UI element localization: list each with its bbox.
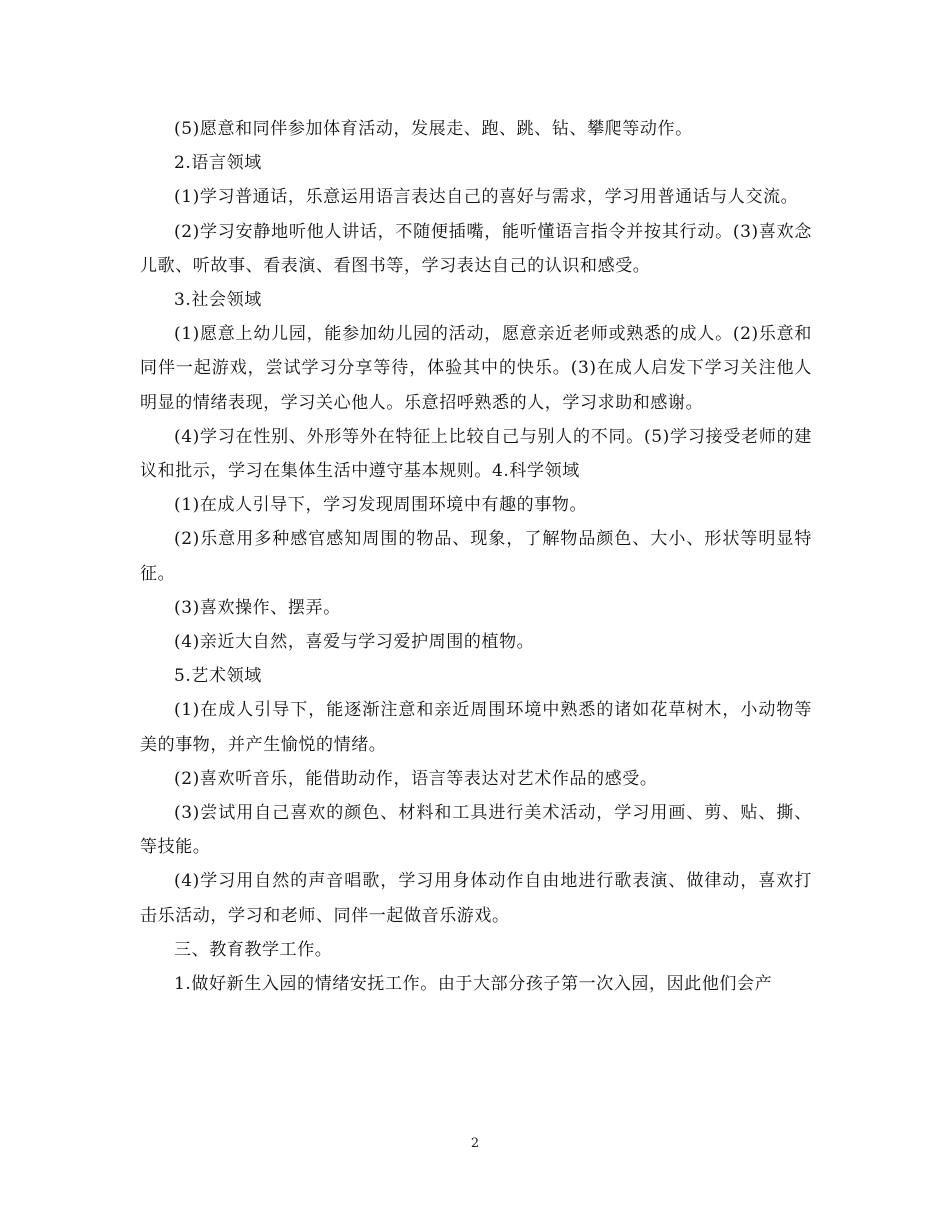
paragraph-10: (3)喜欢操作、摆弄。 bbox=[174, 597, 341, 618]
paragraph-9: (2)乐意用多种感官感知周围的物品、现象，了解物品颜色、大小、形状等明显特征。 bbox=[140, 529, 812, 584]
section-heading-language: 2.语言领域 bbox=[174, 153, 262, 174]
page-number: 2 bbox=[470, 1136, 480, 1151]
paragraph-18: 1.做好新生入园的情绪安抚工作。由于大部分孩子第一次入园，因此他们会产 bbox=[174, 974, 773, 995]
paragraph-3: (1)学习普通话，乐意运用语言表达自己的喜好与需求，学习用普通话与人交流。 bbox=[174, 187, 799, 208]
paragraph-4: (2)学习安静地听他人讲话，不随便插嘴，能听懂语言指令并按其行动。(3)喜欢念儿歌、听故事、看表演、看图书等，学习表达自己的认识和感受。 bbox=[140, 221, 812, 276]
section-heading-teaching: 三、教育教学工作。 bbox=[174, 939, 333, 960]
paragraph-14: (2)喜欢听音乐，能借助动作，语言等表达对艺术作品的感受。 bbox=[174, 768, 658, 789]
section-heading-art: 5.艺术领域 bbox=[174, 666, 262, 687]
paragraph-7: (4)学习在性别、外形等外在特征上比较自己与别人的不同。(5)学习接受老师的建议和批示，学习在集体生活中遵守基本规则。4.科学领域 bbox=[140, 426, 812, 482]
paragraph-16: (4)学习用自然的声音唱歌，学习用身体动作自由地进行歌表演、做律动，喜欢打击乐活动，学习和老师、同伴一起做音乐游戏。 bbox=[140, 871, 812, 926]
paragraph-1: (5)愿意和同伴参加体育活动，发展走、跑、跳、钻、攀爬等动作。 bbox=[174, 119, 693, 139]
paragraph-13: (1)在成人引导下，能逐渐注意和亲近周围环境中熟悉的诸如花草树木，小动物等美的事物，并产生愉悦的情绪。 bbox=[140, 700, 812, 755]
section-heading-social: 3.社会领域 bbox=[174, 290, 262, 311]
paragraph-11: (4)亲近大自然，喜爱与学习爱护周围的植物。 bbox=[174, 632, 535, 653]
paragraph-8: (1)在成人引导下，学习发现周围环境中有趣的事物。 bbox=[174, 495, 588, 516]
paragraph-6: (1)愿意上幼儿园，能参加幼儿园的活动，愿意亲近老师或熟悉的成人。(2)乐意和同伴一起游戏，尝试学习分享等待，体验其中的快乐。(3)在成人启发下学习关注他人明显的情绪表现，学习关心他人。乐意招呼熟悉的人，学习求助和感谢。 bbox=[140, 324, 812, 413]
paragraph-15: (3)尝试用自己喜欢的颜色、材料和工具进行美术活动，学习用画、剪、贴、撕、等技能。 bbox=[140, 803, 812, 858]
document-body bbox=[140, 112, 812, 1001]
